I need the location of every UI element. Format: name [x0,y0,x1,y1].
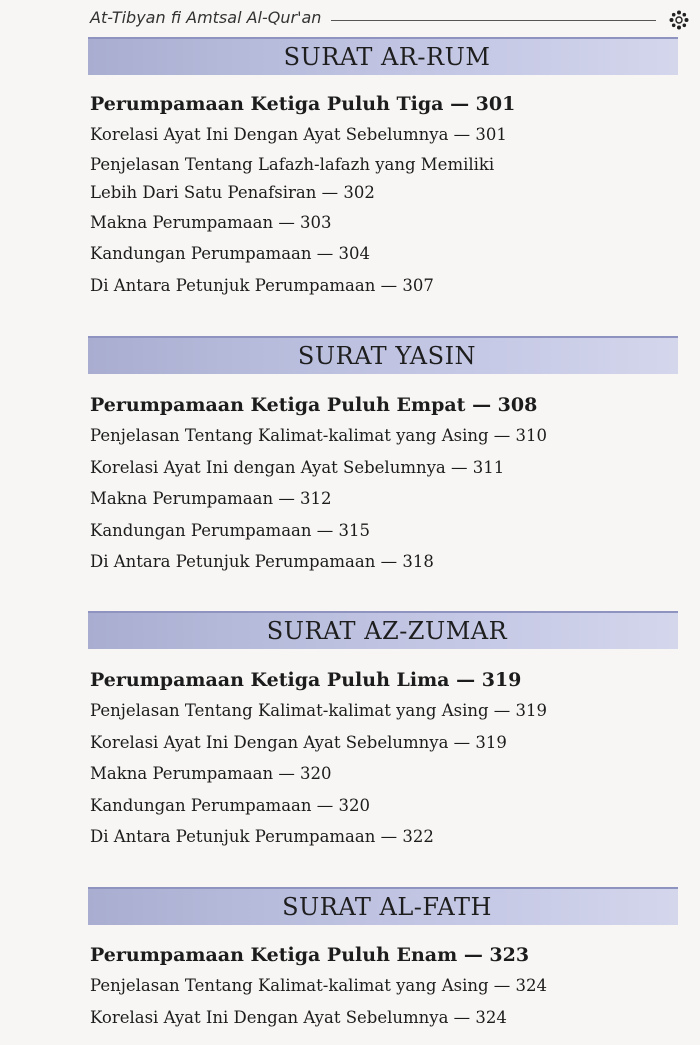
section-heading-band [88,37,678,75]
toc-entry[interactable]: Korelasi Ayat Ini Dengan Ayat Sebelumnya — 324 [90,1007,507,1027]
toc-entries [90,940,670,1033]
toc-entry[interactable]: Korelasi Ayat Ini Dengan Ayat Sebelumnya — 319 [90,732,507,752]
toc-entry[interactable]: Kandungan Perumpamaan — 315 [90,520,370,540]
toc-entry[interactable]: Di Antara Petunjuk Perumpamaan — 322 [90,827,434,846]
toc-entry[interactable]: Penjelasan Tentang Lafazh-lafazh yang Memiliki Lebih Dari Satu Penafsiran — 302 [90,154,495,202]
flower-ornament-icon [668,9,690,31]
toc-entry[interactable]: Di Antara Petunjuk Perumpamaan — 307 [90,275,434,295]
section-heading-band [88,887,678,925]
toc-entry[interactable]: Penjelasan Tentang Kalimat-kalimat yang Asing — 310 [90,426,548,445]
toc-entries [90,665,670,853]
toc-entry[interactable]: Penjelasan Tentang Kalimat-kalimat yang Asing — 324 [90,976,548,995]
running-title: At-Tibyan fi Amtsal Al-Qur'an [90,7,322,27]
section-heading-band [88,336,678,374]
chapter-heading[interactable]: Perumpamaan Ketiga Puluh Lima — 319 [90,669,522,691]
toc-entry[interactable]: Korelasi Ayat Ini Dengan Ayat Sebelumnya — 301 [90,125,507,144]
chapter-heading[interactable]: Perumpamaan Ketiga Puluh Tiga — 301 [90,93,516,115]
toc-entry[interactable]: Korelasi Ayat Ini dengan Ayat Sebelumnya — 311 [90,457,505,477]
toc-entry[interactable]: Di Antara Petunjuk Perumpamaan — 318 [90,552,434,571]
running-header [90,2,690,32]
section-title: SURAT AZ-ZUMAR [266,617,508,645]
chapter-heading[interactable]: Perumpamaan Ketiga Puluh Empat — 308 [90,394,538,416]
toc-entry[interactable]: Kandungan Perumpamaan — 304 [90,244,370,263]
section-title: SURAT AL-FATH [282,893,492,921]
section-heading-band [88,611,678,649]
toc-entry[interactable]: Makna Perumpamaan — 312 [90,489,332,508]
section-title: SURAT AR-RUM [283,43,491,71]
toc-entries [90,89,670,301]
toc-entry[interactable]: Penjelasan Tentang Kalimat-kalimat yang Asing — 319 [90,701,548,720]
toc-entry[interactable]: Kandungan Perumpamaan — 320 [90,795,370,815]
toc-entry[interactable]: Makna Perumpamaan — 303 [90,212,332,232]
chapter-heading[interactable]: Perumpamaan Ketiga Puluh Enam — 323 [90,944,530,966]
section-title: SURAT YASIN [297,342,477,370]
toc-entry[interactable]: Makna Perumpamaan — 320 [90,764,332,783]
header-rule [331,20,656,21]
toc-entries [90,390,670,578]
